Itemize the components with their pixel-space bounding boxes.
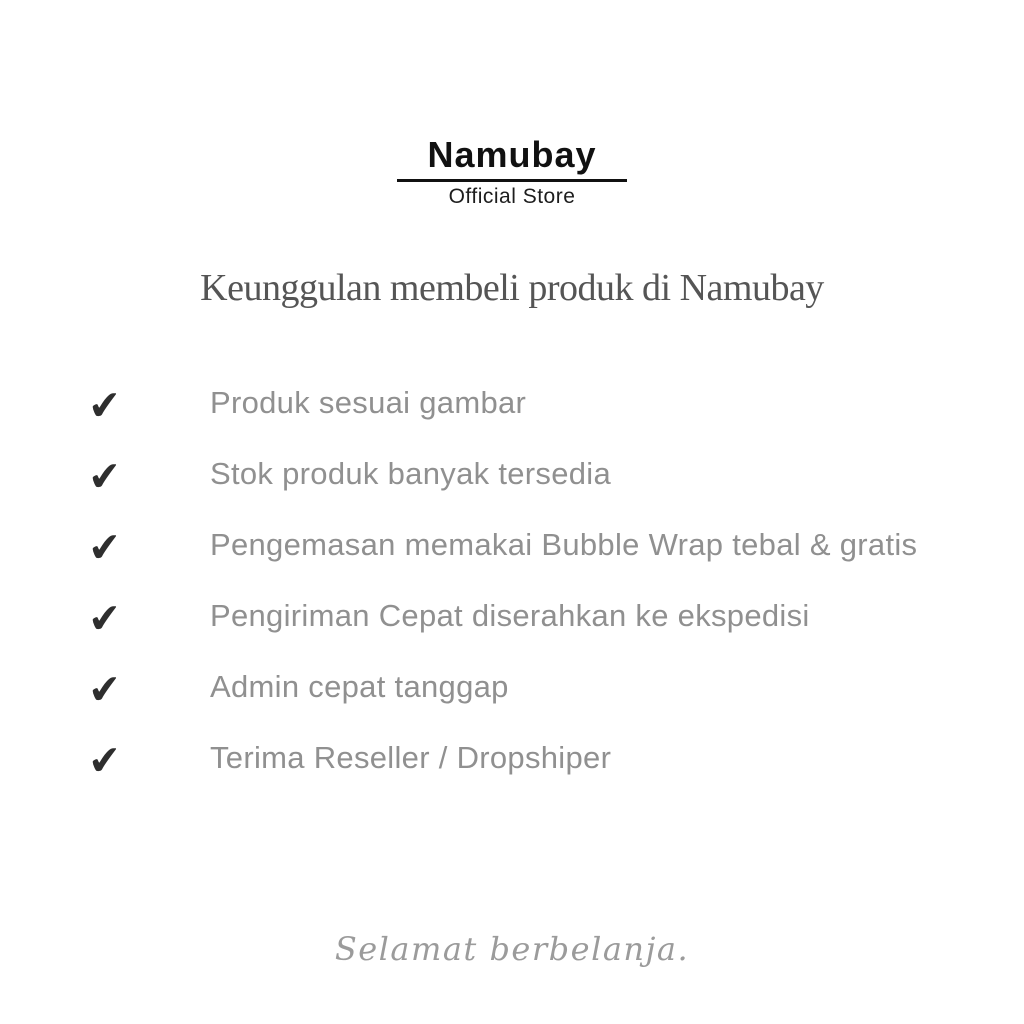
list-item [88,367,994,438]
list-item [88,722,994,793]
brand-logo [397,136,627,209]
brand-subtitle: Official Store [448,184,576,208]
check-icon: ✔ [86,381,124,430]
check-icon: ✔ [86,523,124,572]
benefit-text: Produk sesuai gambar [210,384,527,420]
list-item [88,580,994,651]
list-item [88,651,994,722]
benefits-list [88,367,994,793]
check-icon: ✔ [86,452,124,501]
footer-tagline: Selamat berbelanja. [334,930,690,968]
check-icon: ✔ [86,736,124,785]
list-item [88,509,994,580]
check-icon: ✔ [86,665,124,714]
benefit-text: Terima Reseller / Dropshiper [210,739,612,775]
benefit-text: Pengiriman Cepat diserahkan ke ekspedisi [210,597,810,633]
benefit-text: Stok produk banyak tersedia [210,455,612,491]
check-icon: ✔ [86,594,124,643]
list-item [88,438,994,509]
benefit-text: Pengemasan memakai Bubble Wrap tebal & gratis [210,526,918,562]
page-title: Keunggulan membeli produk di Namubay [200,267,824,309]
benefit-text: Admin cepat tanggap [210,668,509,704]
brand-name: Namubay [397,136,627,182]
